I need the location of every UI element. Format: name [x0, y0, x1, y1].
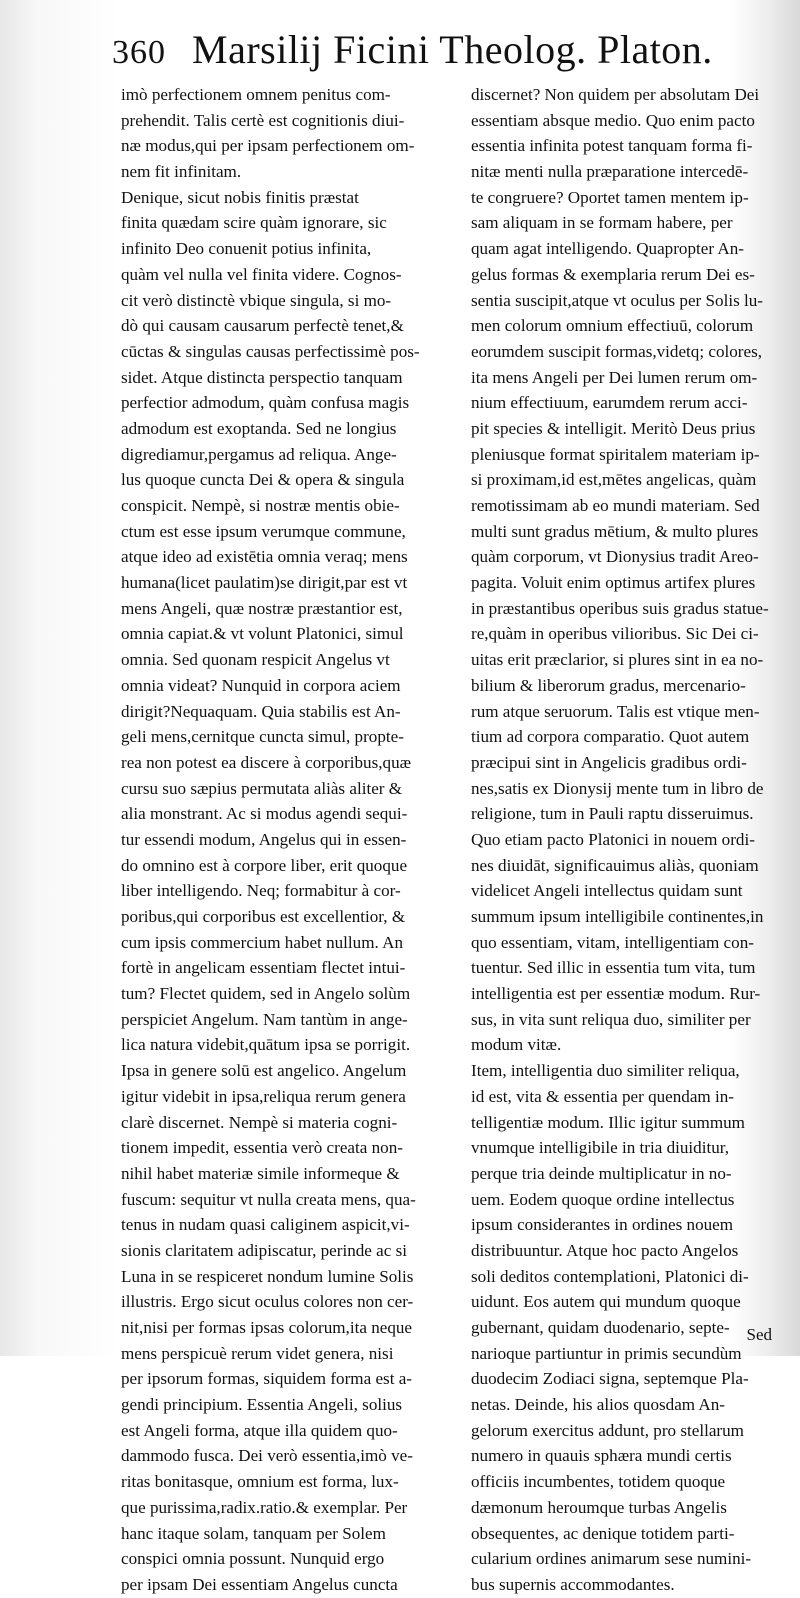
left-column-line: illustris. Ergo sicut oculus colores non cer- — [121, 1292, 414, 1312]
right-column-line: soli deditos contemplationi, Platonici di- — [471, 1266, 749, 1286]
left-column-line: tur essendi modum, Angelus qui in essen- — [121, 829, 407, 849]
right-column-line: men colorum omnium effectiuū, colorum — [471, 316, 754, 336]
right-column-line: religione, tum in Pauli raptu disseruimus. — [471, 804, 754, 824]
left-column-line: ctum est esse ipsum verumque commune, — [121, 521, 406, 541]
left-column-line: hanc itaque solam, tanquam per Solem — [121, 1523, 386, 1543]
right-column-line: essentia infinita potest tanquam forma fi- — [471, 136, 753, 156]
right-column-line: quam agat intelligendo. Quapropter An- — [471, 239, 744, 259]
page-number: 360 — [112, 34, 166, 71]
left-column-line: conspici omnia possunt. Nunquid ergo — [121, 1549, 385, 1569]
right-column-line: narioque partiuntur in primis secundùm — [471, 1343, 742, 1363]
left-column-line: lus quoque cuncta Dei & opera & singula — [121, 470, 405, 490]
right-column-line: telligentiæ modum. Illic igitur summum — [471, 1112, 745, 1132]
left-column-line: tenus in nudam quasi caliginem aspicit,vi- — [121, 1215, 410, 1235]
right-column-line: tium ad corpora comparatio. Quot autem — [471, 727, 750, 747]
left-column-line: cūctas & singulas causas perfectissimè pos- — [121, 341, 420, 361]
left-column-line: fuscum: sequitur vt nulla creata mens, qua- — [121, 1189, 416, 1209]
right-column-line: nes diuidāt, significauimus aliàs, quoniam — [471, 855, 759, 875]
left-column-line: omnia videat? Nunquid in corpora aciem — [121, 675, 401, 695]
right-column-line: videlicet Angeli intellectus quidam sunt — [471, 881, 743, 901]
right-column-line: uidunt. Eos autem qui mundum quoque — [471, 1292, 741, 1312]
left-column-line: conspicit. Nempè, si nostræ mentis obie- — [121, 496, 400, 515]
right-column-line: ita mens Angeli per Dei lumen rerum om- — [471, 367, 758, 387]
left-column-line: do omnino est à corpore liber, erit quoque — [121, 855, 408, 875]
right-column-line: quàm corporum, vt Dionysius tradit Areo- — [471, 547, 759, 567]
left-column-line: tionem impedit, essentia verò creata non- — [121, 1138, 403, 1158]
left-column-line: quàm vel nulla vel finita videre. Cognos- — [121, 264, 402, 284]
right-column-line: summum ipsum intelligibile continentes,in — [471, 907, 764, 926]
left-column-line: cit verò distinctè vbique singula, si mo- — [121, 290, 392, 310]
right-column-line: essentiam absque medio. Quo enim pacto — [471, 110, 755, 130]
right-column-line: discernet? Non quidem per absolutam Dei — [471, 85, 760, 104]
left-column-line: nit,nisi per formas ipsas colorum,ita neque — [121, 1318, 413, 1337]
right-column-line: officiis incumbentes, totidem quoque — [471, 1472, 726, 1492]
left-column-line: nem fit infinitam. — [121, 162, 242, 182]
right-column-line: sentia suscipit,atque vt oculus per Solis lu- — [471, 290, 763, 310]
left-column-line: perfectior admodum, quàm confusa magis — [121, 393, 410, 413]
right-column-line: sus, in vita sunt reliqua duo, similiter per — [471, 1009, 751, 1029]
left-column-line: atque ideo ad existētia omnia veraq; mens — [121, 547, 408, 567]
right-column-line: bus supernis accommodantes. — [471, 1574, 675, 1594]
right-column-line: te congruere? Oportet tamen mentem ip- — [471, 187, 749, 207]
right-column-line: præcipui sint in Angelicis gradibus ordi- — [471, 752, 747, 772]
right-column-line: uitas erit præclarior, si plures sint in ea no- — [471, 650, 764, 670]
left-column-line: dammodo fusca. Dei verò essentia,imò ve- — [121, 1446, 413, 1466]
left-column-line: liber intelligendo. Neq; formabitur à cor- — [121, 881, 401, 901]
right-column-line: vnumque intelligibile in tria diuiditur, — [471, 1138, 730, 1158]
right-column-line: nitæ menti nulla præparatione intercedē- — [471, 162, 749, 182]
right-column-line: perque tria deinde multiplicatur in no- — [471, 1163, 732, 1183]
left-column-line: sionis claritatem adipiscatur, perinde ac si — [121, 1240, 408, 1260]
left-column-line: perspiciet Angelum. Nam tantùm in ange- — [121, 1009, 408, 1029]
left-column-line: rea non potest ea discere à corporibus,quæ — [121, 752, 412, 772]
left-column-line: ritas bonitasque, omnium est forma, lux- — [121, 1472, 399, 1492]
left-column-line: gendi principium. Essentia Angeli, solius — [121, 1395, 403, 1415]
left-column-line: clarè discernet. Nempè si materia cogni- — [121, 1112, 398, 1132]
catchword: Sed — [746, 1325, 772, 1344]
left-column-line: infinito Deo conuenit potius infinita, — [121, 239, 372, 259]
left-column-line: cursu suo sæpius permutata aliàs aliter & — [121, 778, 403, 798]
right-column-line: bilium & liberorum gradus, mercenario- — [471, 675, 746, 695]
right-column-line: rum atque seruorum. Talis est vtique men- — [471, 701, 760, 721]
right-column-line: Item, intelligentia duo similiter reliqua, — [471, 1061, 740, 1081]
right-column-line: remotissimam ab eo mundi materiam. Sed — [471, 496, 760, 515]
left-column-line: fortè in angelicam essentiam flectet intui- — [121, 958, 406, 978]
left-column-line: geli mens,cernitque cuncta simul, propte- — [121, 727, 404, 747]
left-column-line: finita quædam scire quàm ignorare, sic — [121, 213, 387, 233]
right-column-line: gelus formas & exemplaria rerum Dei es- — [471, 264, 755, 284]
left-column-line: Luna in se respiceret nondum lumine Solis — [121, 1266, 414, 1286]
right-column-line: numero in quauis sphæra mundi certis — [471, 1446, 732, 1466]
left-column-line: Denique, sicut nobis finitis præstat — [121, 187, 359, 207]
left-column-line: per ipsorum formas, siquidem forma est a- — [121, 1369, 412, 1389]
running-title: Marsilij Ficini Theolog. Platon. — [192, 27, 713, 72]
left-column-line: omnia capiat.& vt volunt Platonici, simul — [121, 624, 404, 644]
right-column-line: quo essentiam, vitam, intelligentiam con- — [471, 932, 754, 952]
right-column-line: tuentur. Sed illic in essentia tum vita, tum — [471, 958, 756, 978]
left-column-line: mens perspicuè rerum videt genera, nisi — [121, 1343, 394, 1363]
right-column-line: id est, vita & essentia per quendam in- — [471, 1086, 734, 1106]
left-column-line: per ipsam Dei essentiam Angelus cuncta — [121, 1574, 398, 1594]
right-column-line: distribuuntur. Atque hoc pacto Angelos — [471, 1240, 739, 1260]
right-column-line: multi sunt gradus mētium, & multo plures — [471, 521, 759, 541]
left-column-line: næ modus,qui per ipsam perfectionem om- — [121, 136, 415, 156]
left-column-line: dò qui causam causarum perfectè tenet,& — [121, 316, 404, 336]
right-column-line: obsequentes, ac denique totidem parti- — [471, 1523, 735, 1543]
left-column-line: igitur videbit in ipsa,reliqua rerum genera — [121, 1086, 406, 1106]
right-column-line: pagita. Voluit enim optimus artifex plures — [471, 573, 756, 593]
left-column-line: dirigit?Nequaquam. Quia stabilis est An- — [121, 701, 401, 721]
right-column-line: ipsum considerantes in ordines nouem — [471, 1215, 734, 1235]
right-text-column — [471, 82, 771, 1598]
right-column-line: cularium ordines animarum sese numini- — [471, 1549, 752, 1569]
right-column-line: pleniusque format spiritalem materiam ip- — [471, 444, 760, 464]
right-column-line: uem. Eodem quoque ordine intellectus — [471, 1189, 735, 1209]
right-column-line: Quo etiam pacto Platonici in nouem ordi- — [471, 829, 755, 849]
left-column-line: alia monstrant. Ac si modus agendi sequi- — [121, 804, 408, 824]
right-column-line: in præstantibus operibus suis gradus statue- — [471, 598, 769, 618]
left-column-line: mens Angeli, quæ nostræ præstantior est, — [121, 598, 403, 618]
right-column-line: gubernant, quidam duodenario, septe- — [471, 1318, 730, 1337]
left-column-line: Ipsa in genere solū est angelico. Angelum — [121, 1061, 407, 1081]
left-column-line: omnia. Sed quonam respicit Angelus vt — [121, 650, 390, 670]
left-text-column — [121, 82, 451, 1598]
left-column-line: lica natura videbit,quātum ipsa se porrigit. — [121, 1035, 411, 1055]
left-column-line: poribus,qui corporibus est excellentior, & — [121, 907, 406, 926]
left-column-line: admodum est exoptanda. Sed ne longius — [121, 418, 397, 438]
right-column-line: modum vitæ. — [471, 1035, 562, 1055]
right-column-line: sam aliquam in se formam habere, per — [471, 213, 733, 233]
left-column-line: tum? Flectet quidem, sed in Angelo solùm — [121, 984, 411, 1004]
left-column-line: est Angeli forma, atque illa quidem quo- — [121, 1420, 398, 1440]
right-column-line: gelorum exercitus addunt, pro stellarum — [471, 1420, 744, 1440]
right-column-line: si proximam,id est,mētes angelicas, quàm — [471, 470, 757, 490]
right-column-line: nes,satis ex Dionysij mente tum in libro de — [471, 778, 764, 798]
left-column-line: sidet. Atque distincta perspectio tanquam — [121, 367, 403, 387]
left-column-line: prehendit. Talis certè est cognitionis diui- — [121, 110, 405, 130]
right-column-line: intelligentia est per essentiæ modum. Rur- — [471, 984, 761, 1004]
left-column-line: cum ipsis commercium habet nullum. An — [121, 932, 404, 952]
left-column-line: que purissima,radix.ratio.& exemplar. Per — [121, 1497, 408, 1517]
right-column-line: pit species & intelligit. Meritò Deus prius — [471, 418, 756, 438]
right-column-line: eorumdem suscipit formas,videtq; colores, — [471, 341, 763, 361]
right-column-line: re,quàm in operibus vilioribus. Sic Dei ci- — [471, 624, 759, 644]
page-header — [112, 26, 732, 74]
right-column-line: dæmonum heroumque turbas Angelis — [471, 1497, 727, 1517]
right-column-line: netas. Deinde, his alios quosdam An- — [471, 1395, 725, 1415]
right-column-line: nium effectiuum, earumdem rerum acci- — [471, 393, 748, 413]
left-column-line: humana(licet paulatim)se dirigit,par est vt — [121, 573, 408, 593]
left-column-line: imò perfectionem omnem penitus com- — [121, 85, 391, 104]
left-column-line: digrediamur,pergamus ad reliqua. Ange- — [121, 444, 397, 464]
right-column-line: duodecim Zodiaci signa, septemque Pla- — [471, 1369, 749, 1389]
left-column-line: nihil habet materiæ simile informeque & — [121, 1163, 400, 1183]
